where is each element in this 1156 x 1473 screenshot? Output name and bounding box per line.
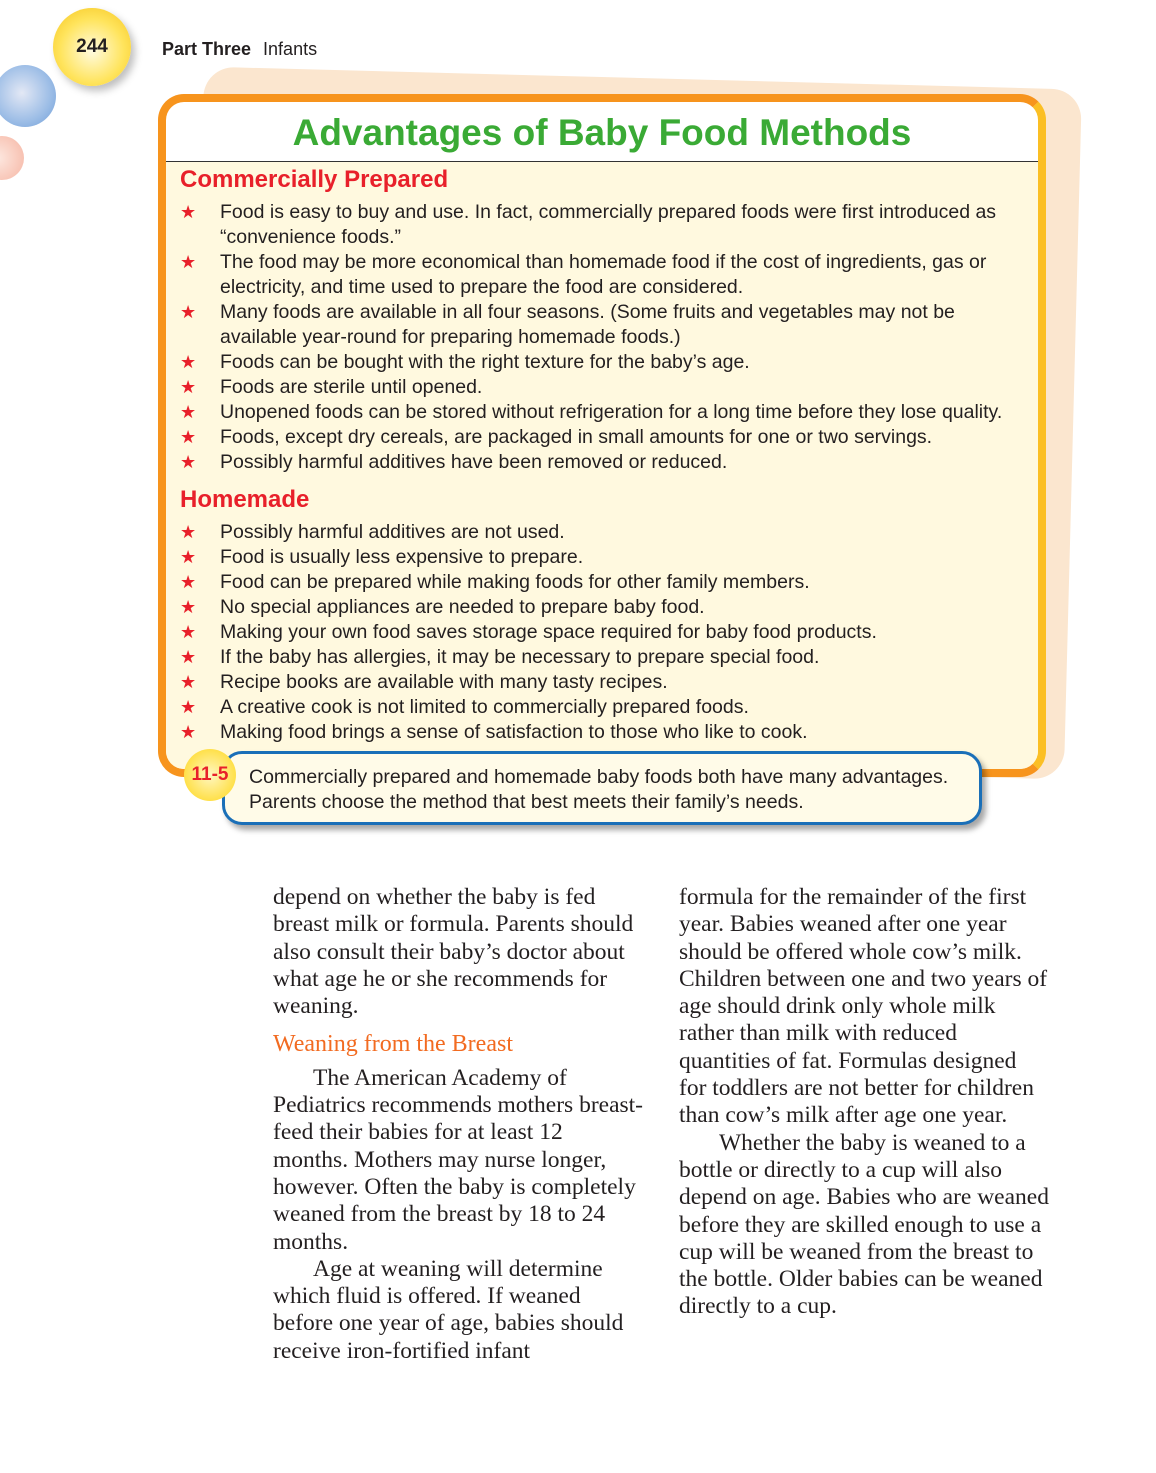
list-item (180, 425, 1030, 450)
list-item-text: Recipe books are available with many tasty recipes. (220, 671, 668, 693)
list-item-text: Many foods are available in all four seasons. (Some fruits and vegetables may not be available year-round for preparing homemade foods.) (220, 301, 955, 348)
list-item (180, 570, 1030, 595)
chapter-label: Infants (263, 39, 318, 59)
figure-title: Advantages of Baby Food Methods (292, 112, 912, 153)
figure-number-badge (184, 749, 236, 801)
star-icon: ★ (180, 202, 197, 222)
list-item-text: Food can be prepared while making foods for other family members. (220, 571, 810, 593)
list-item-text: Food is usually less expensive to prepare. (220, 546, 584, 568)
list-item (180, 645, 1030, 670)
paragraph: formula for the remainder of the first year. Babies weaned after one year should be offered whole cow’s milk. Children between one and two years of age should drink only whole milk rather than milk with reduced quantities of fat. Formulas designed for toddlers are not better for children than cow’s milk after age one year. (679, 884, 1048, 1129)
list-item (180, 250, 1030, 300)
star-icon: ★ (180, 252, 197, 272)
paragraph: Whether the baby is weaned to a bottle or directly to a cup will also depend on age. Babies who are weaned before they are skilled enough to use a cup will be weaned from the breast to the bottle. Older babies can be weaned directly to a cup. (679, 1129, 1049, 1320)
section-heading: Weaning from the Breast (273, 1031, 513, 1058)
page-number-text: 244 (76, 36, 108, 57)
section-heading: Homemade (180, 486, 310, 513)
figure-number: 11-5 (191, 764, 229, 785)
list-item (180, 620, 1030, 645)
list-item-text: Possibly harmful additives are not used. (220, 521, 565, 543)
list-item (180, 375, 1030, 400)
decorative-blue-ball (0, 65, 56, 127)
paragraph: The American Academy of Pediatrics recommends mothers breast-feed their babies for at least 12 months. Mothers may nurse longer, however. Often the baby is completely weaned from the breast by 18 to 24 months. (273, 1064, 644, 1255)
list-item (180, 545, 1030, 570)
list-item (180, 670, 1030, 695)
star-icon: ★ (180, 522, 197, 542)
body-column-left (273, 884, 643, 1365)
star-icon: ★ (180, 672, 197, 692)
decorative-pink-ball (0, 136, 24, 180)
running-header (162, 39, 317, 60)
list-item-text: No special appliances are needed to prepare baby food. (220, 596, 705, 618)
list-item-text: Making your own food saves storage space required for baby food products. (220, 621, 877, 643)
list-item-text: Foods can be bought with the right texture for the baby’s age. (220, 351, 750, 373)
commercial-list (180, 200, 1030, 475)
list-item (180, 720, 1030, 745)
list-item-text: Food is easy to buy and use. In fact, commercially prepared foods were first introduced as “convenience foods.” (220, 201, 997, 248)
paragraph: Age at weaning will determine which fluid is offered. If weaned before one year of age, babies should receive iron-fortified infant (273, 1255, 624, 1364)
list-item-text: Unopened foods can be stored without refrigeration for a long time before they lose quality. (220, 401, 1003, 423)
list-item (180, 520, 1030, 545)
list-item (180, 400, 1030, 425)
list-item (180, 200, 1030, 250)
part-label: Part Three (162, 39, 252, 59)
body-column-right (679, 884, 1049, 1321)
list-item-text: Possibly harmful additives have been removed or reduced. (220, 451, 728, 473)
page-number (53, 8, 131, 86)
star-icon: ★ (180, 722, 197, 742)
list-item-text: Foods, except dry cereals, are packaged in small amounts for one or two servings. (220, 426, 933, 448)
star-icon: ★ (180, 697, 197, 717)
star-icon: ★ (180, 377, 197, 397)
list-item-text: A creative cook is not limited to commercially prepared foods. (220, 696, 749, 718)
figure-box (158, 94, 1046, 777)
star-icon: ★ (180, 352, 197, 372)
list-item-text: If the baby has allergies, it may be necessary to prepare special food. (220, 646, 820, 668)
star-icon: ★ (180, 647, 197, 667)
paragraph: depend on whether the baby is fed breast milk or formula. Parents should also consult their baby’s doctor about what age he or she recommends for weaning. (273, 884, 634, 1020)
divider (166, 161, 1038, 162)
star-icon: ★ (180, 622, 197, 642)
figure-caption: Commercially prepared and homemade baby foods both have many advantages. Parents choose the method that best meets their family’s needs. (222, 751, 982, 825)
section-heading: Commercially Prepared (180, 166, 449, 193)
star-icon: ★ (180, 597, 197, 617)
list-item (180, 695, 1030, 720)
list-item (180, 300, 1030, 350)
star-icon: ★ (180, 452, 197, 472)
list-item-text: Making food brings a sense of satisfaction to those who like to cook. (220, 721, 808, 743)
list-item (180, 450, 1030, 475)
star-icon: ★ (180, 572, 197, 592)
star-icon: ★ (180, 302, 197, 322)
homemade-list (180, 520, 1030, 745)
list-item (180, 595, 1030, 620)
star-icon: ★ (180, 427, 197, 447)
list-item-text: Foods are sterile until opened. (220, 376, 483, 398)
star-icon: ★ (180, 547, 197, 567)
list-item-text: The food may be more economical than homemade food if the cost of ingredients, gas or electricity, and time used to prepare the food are considered. (220, 251, 987, 298)
list-item (180, 350, 1030, 375)
star-icon: ★ (180, 402, 197, 422)
